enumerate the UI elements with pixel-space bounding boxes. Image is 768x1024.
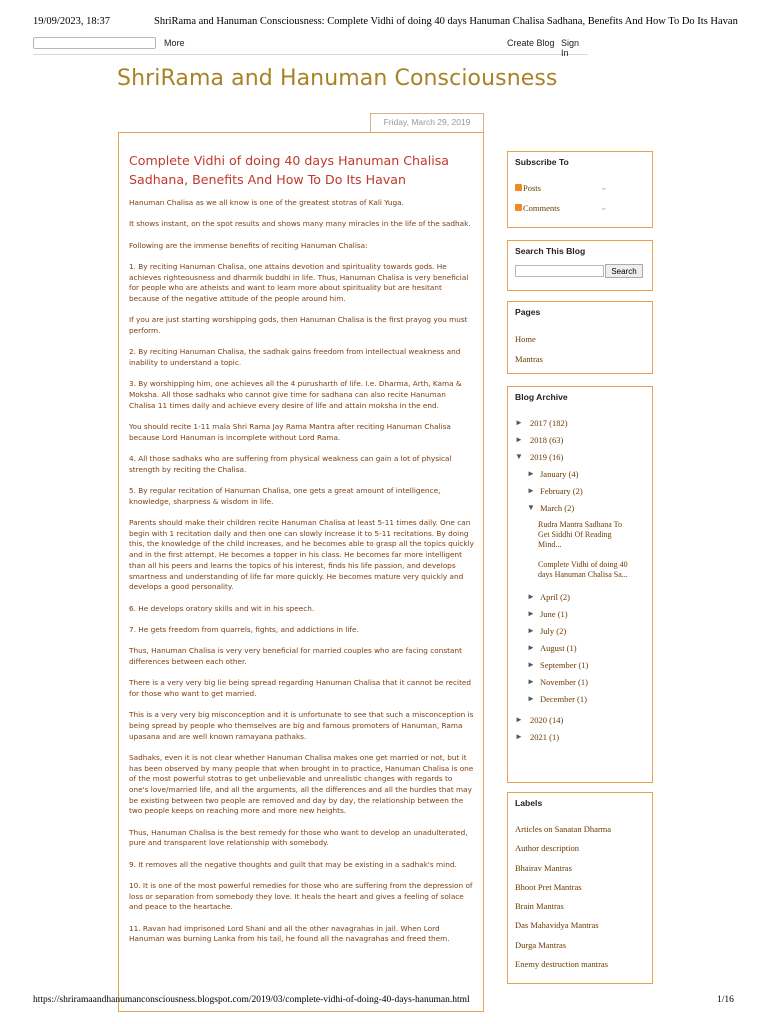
blog-archive-title: Blog Archive xyxy=(515,392,568,402)
subscribe-comments[interactable] xyxy=(515,203,645,223)
post-paragraph: Parents should make their children recite Hanuman Chalisa at least 5-11 times daily. One can begin with 1 recitation daily and then one can slowly increase it to 5-11 recitations. By doing this, the knowledge of the child increases, and he becomes able to grasp all the topics quickly and in the first attempt. He becomes a topper in his class. He becomes far more intelligent than all his peers and learns the topics of his interest, finds his life passion, and develops smartness and understanding of life far more quickly. He becomes mature very quickly and develops a good personality. xyxy=(129,518,474,592)
archive-month-label[interactable]: January (4) xyxy=(540,469,579,479)
post-paragraph: It shows instant, on the spot results and shows many many miracles in the life of the sadhak. xyxy=(129,219,471,229)
archive-year[interactable] xyxy=(515,418,645,435)
post-paragraph: 7. He gets freedom from quarrels, fights, and addictions in life. xyxy=(129,624,359,634)
post-paragraph: 9. It removes all the negative thoughts and guilt that may be existing in a sadhak's mind. xyxy=(129,859,457,869)
archive-month-label[interactable]: September (1) xyxy=(540,660,589,671)
print-header xyxy=(0,0,768,30)
post-paragraph: If you are just starting worshipping gods, then Hanuman Chalisa is the first prayog you must perform. xyxy=(129,315,468,335)
post-title[interactable]: Complete Vidhi of doing 40 days Hanuman Chalisa Sadhana, Benefits And How To Do Its Havan xyxy=(129,153,449,187)
archive-month-label[interactable]: March (2) xyxy=(540,503,575,513)
pages-title: Pages xyxy=(515,307,541,317)
archive-post-link[interactable]: Rudra Mantra Sadhana To Get Siddhi Of Reading Mind... xyxy=(538,520,622,550)
post-date-header: Friday, March 29, 2019 xyxy=(370,113,484,132)
subscribe-posts-label: Posts xyxy=(523,183,541,193)
archive-month-label[interactable]: December (1) xyxy=(540,694,587,705)
print-page-number: 1/16 xyxy=(717,995,734,1005)
navbar-search-input[interactable] xyxy=(33,37,156,49)
feed-icon xyxy=(515,184,522,191)
archive-month-label[interactable]: June (1) xyxy=(540,609,568,620)
archive-year-label[interactable]: 2021 (1) xyxy=(530,732,560,743)
archive-year-label[interactable]: 2020 (14) xyxy=(530,715,564,726)
archive-month[interactable] xyxy=(515,592,645,609)
archive-month[interactable] xyxy=(515,677,645,694)
post-paragraph: This is a very very big misconception and it is unfortunate to see that such a misconception is being spread by people who themselves are big and famous promoters of Hanuman, Rama upasana and are well known ramayana pathaks. xyxy=(129,710,474,741)
archive-month[interactable] xyxy=(515,660,645,677)
post-body xyxy=(129,198,474,945)
sign-in-link[interactable]: Sign In xyxy=(561,38,580,58)
search-title: Search This Blog xyxy=(515,246,586,256)
archive-month[interactable] xyxy=(515,486,645,503)
label-link[interactable]: Durga Mantras xyxy=(515,939,567,950)
post-paragraph: 10. It is one of the most powerful remedies for those who are suffering from the depression of loss or separation from somebody they love. It heals the heart and gives a feeling of solace and peace to the heartache. xyxy=(129,880,473,912)
blog-search-input[interactable] xyxy=(515,265,604,277)
page-link-mantras[interactable]: Mantras xyxy=(515,354,543,364)
label-link[interactable]: Author description xyxy=(515,843,579,854)
archive-month[interactable] xyxy=(515,694,645,711)
subscribe-posts[interactable] xyxy=(515,183,645,203)
archive-year[interactable] xyxy=(515,732,645,749)
expand-toggle-icon[interactable]: ► xyxy=(527,626,535,636)
post-paragraph: You should recite 1-11 mala Shri Rama Jay Rama Mantra after reciting Hanuman Chalisa because Lord Hanuman is incomplete without Lord Rama. xyxy=(129,422,451,442)
post-paragraph: 1. By reciting Hanuman Chalisa, one attains devotion and spirituality towards gods. He achieves righteousness and dharmik buddhi in life. Thus, Hanuman Chalisa is very beneficial for people who are atheists and want to learn more about spirituality but are hesitant because of the negative attitude of the people around him. xyxy=(129,261,469,303)
navbar-more-link[interactable]: More xyxy=(164,38,185,48)
archive-month[interactable] xyxy=(515,609,645,626)
post-paragraph: Sadhaks, even it is not clear whether Hanuman Chalisa makes one get married or not, but it has been observed by many people that when brought in to practice, Hanuman Chalisa is one of the most powerful stotras to get unbelievable and unrealistic changes with regards to one's love/married life, and all the arguments, all the differences and all the hurdles that may be existing between two people are removed and day by day, the relationship between the two people keeps on reaching more and more new heights. xyxy=(129,752,474,816)
collapse-toggle-icon[interactable]: ▼ xyxy=(515,452,523,461)
pages-widget xyxy=(507,301,653,374)
create-blog-link[interactable]: Create Blog xyxy=(507,38,555,48)
expand-toggle-icon[interactable]: ► xyxy=(527,643,535,653)
post-paragraph: Thus, Hanuman Chalisa is very very beneficial for married couples who are facing constant differences between each other. xyxy=(129,646,462,666)
search-button[interactable]: Search xyxy=(605,264,643,278)
archive-year-label[interactable]: 2019 (16) xyxy=(530,452,564,462)
labels-title: Labels xyxy=(515,798,543,808)
post-paragraph: 4. All those sadhaks who are suffering from physical weakness can gain a lot of physical strength by reciting the Chalisa. xyxy=(129,454,452,474)
post-paragraph: Following are the immense benefits of reciting Hanuman Chalisa: xyxy=(129,240,368,250)
feed-icon xyxy=(515,204,522,211)
expand-toggle-icon[interactable]: ► xyxy=(527,469,535,478)
archive-year-label[interactable]: 2018 (63) xyxy=(530,435,564,445)
post-paragraph: 6. He develops oratory skills and wit in his speech. xyxy=(129,603,315,613)
search-widget xyxy=(507,240,653,291)
archive-year[interactable] xyxy=(515,715,645,732)
archive-month[interactable] xyxy=(515,469,645,486)
label-link[interactable]: Brain Mantras xyxy=(515,901,564,912)
expand-toggle-icon[interactable]: ► xyxy=(527,660,535,670)
archive-year[interactable] xyxy=(515,452,645,469)
archive-month[interactable] xyxy=(515,626,645,643)
blogger-navbar xyxy=(33,35,588,58)
expand-toggle-icon[interactable]: ► xyxy=(527,609,535,619)
blog-archive-widget xyxy=(507,386,653,783)
post-paragraph: Hanuman Chalisa as we all know is one of the greatest stotras of Kali Yuga. xyxy=(129,198,404,207)
blog-title[interactable]: ShriRama and Hanuman Consciousness xyxy=(117,66,558,91)
label-link[interactable]: Bhairav Mantras xyxy=(515,862,572,873)
label-link[interactable]: Bhoot Pret Mantras xyxy=(515,881,582,892)
archive-month[interactable] xyxy=(515,503,645,520)
post-container xyxy=(118,132,484,1012)
expand-toggle-icon[interactable]: ► xyxy=(527,486,535,495)
expand-toggle-icon[interactable]: ► xyxy=(527,592,535,602)
expand-toggle-icon[interactable]: ► xyxy=(515,418,523,427)
collapse-toggle-icon[interactable]: ▼ xyxy=(527,503,535,512)
archive-post-link[interactable]: Complete Vidhi of doing 40 days Hanuman Chalisa Sa... xyxy=(538,559,628,579)
expand-toggle-icon[interactable]: ► xyxy=(515,435,523,444)
archive-year-label[interactable]: 2017 (182) xyxy=(530,418,568,428)
expand-toggle-icon[interactable]: ► xyxy=(527,677,535,687)
chevron-down-icon[interactable]: ⌄ xyxy=(600,202,608,212)
subscribe-title: Subscribe To xyxy=(515,157,569,167)
archive-month-label[interactable]: July (2) xyxy=(540,626,567,637)
print-url: https://shriramaandhanumanconsciousness.blogspot.com/2019/03/complete-vidhi-of-doing-40-days-hanuman.html xyxy=(33,995,470,1005)
print-date: 19/09/2023, 18:37 xyxy=(33,16,111,27)
post-paragraph: There is a very very big lie being spread regarding Hanuman Chalisa that it cannot be recited for those who want to get married. xyxy=(129,678,472,698)
subscribe-widget xyxy=(507,151,653,228)
post-paragraph: 5. By regular recitation of Hanuman Chalisa, one gets a great amount of intelligence, knowledge, sharpness & wisdom in life. xyxy=(129,486,441,506)
archive-month-label[interactable]: August (1) xyxy=(540,643,577,654)
chevron-down-icon[interactable]: ⌄ xyxy=(600,182,608,192)
post-paragraph: 3. By worshipping him, one achieves all the 4 purusharth of life. I.e. Dharma, Arth, Kama & Moksha. All those sadhaks who cannot give time for sadhana can also recite Hanuman Chalisa 11 times daily and achieve every desire of life and attain moksha in the end. xyxy=(129,379,462,410)
post-paragraph: Thus, Hanuman Chalisa is the best remedy for those who want to develop an unadulterated, pure and transparent love relationship with somebody. xyxy=(129,827,468,848)
expand-toggle-icon[interactable]: ► xyxy=(515,715,523,725)
archive-month-label[interactable]: February (2) xyxy=(540,486,583,496)
post-paragraph: 11. Ravan had imprisoned Lord Shani and all the other navagrahas in jail. When Lord Hanuman was burning Lanka from his tail, he found all the navagrahas and freed them. xyxy=(129,923,450,944)
label-link[interactable]: Articles on Sanatan Dharma xyxy=(515,824,612,834)
archive-month-label[interactable]: April (2) xyxy=(540,592,570,603)
expand-toggle-icon[interactable]: ► xyxy=(515,732,523,742)
subscribe-comments-label: Comments xyxy=(523,203,560,213)
post-paragraph: 2. By reciting Hanuman Chalisa, the sadhak gains freedom from intellectual weakness and inability to understand a topic. xyxy=(129,347,461,367)
archive-month[interactable] xyxy=(515,643,645,660)
print-doc-title: ShriRama and Hanuman Consciousness: Complete Vidhi of doing 40 days Hanuman Chalisa Sadhana, Benefits And How To Do Its Havan xyxy=(154,16,738,27)
labels-widget xyxy=(507,792,653,984)
archive-month-label[interactable]: November (1) xyxy=(540,677,588,688)
expand-toggle-icon[interactable]: ► xyxy=(527,694,535,704)
page-link-home[interactable]: Home xyxy=(515,334,536,344)
label-link[interactable]: Das Mahavidya Mantras xyxy=(515,920,599,931)
label-link[interactable]: Enemy destruction mantras xyxy=(515,959,609,970)
archive-year[interactable] xyxy=(515,435,645,452)
